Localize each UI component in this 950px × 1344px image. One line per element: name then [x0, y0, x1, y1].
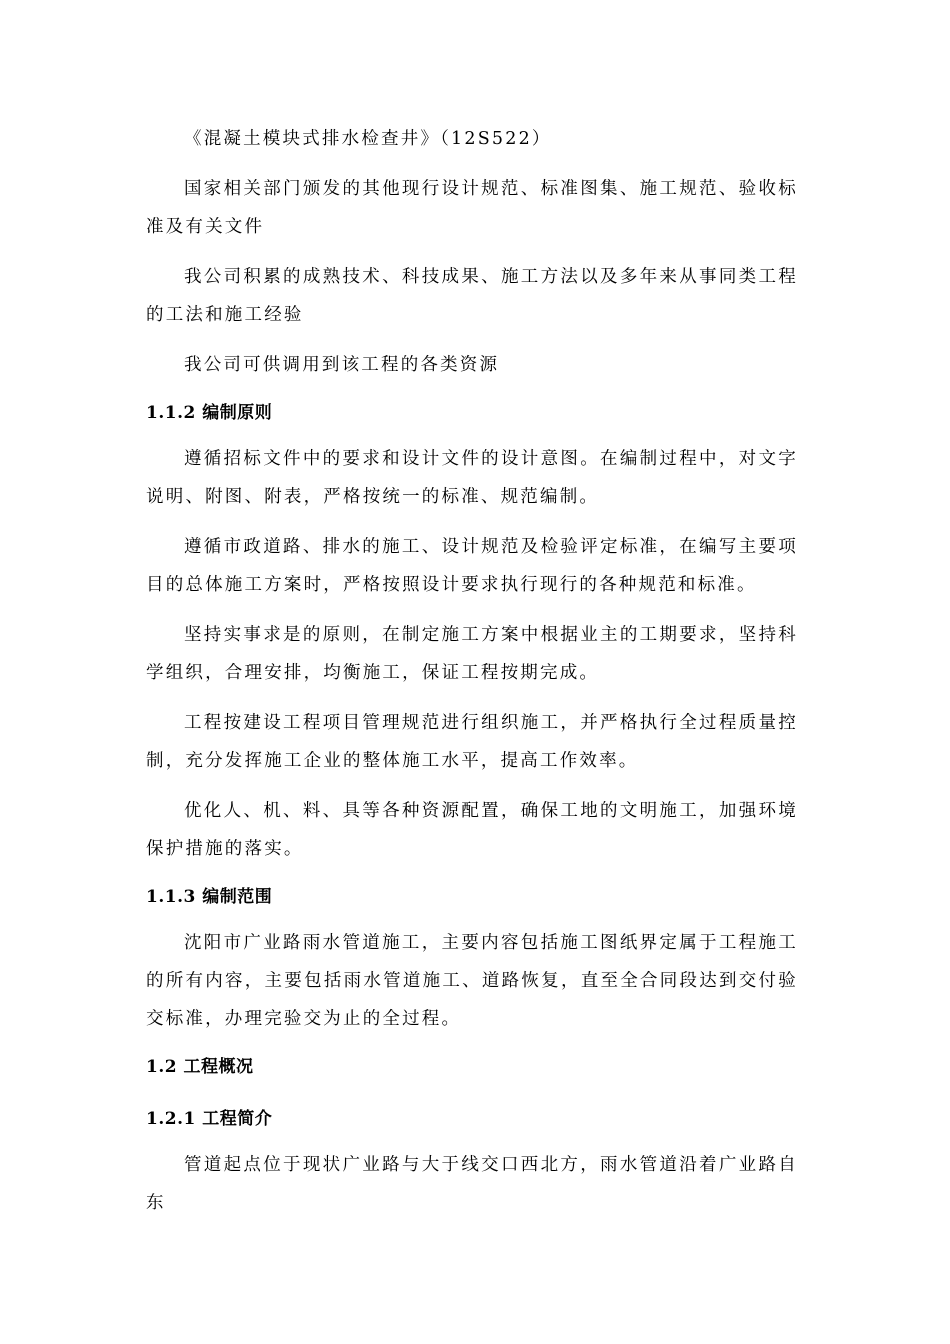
document-body [146, 120, 798, 1222]
section-heading-compilation-principles: 1.1.2 编制原则 [146, 403, 273, 423]
reference-national-codes: 国家相关部门颁发的其他现行设计规范、标准图集、施工规范、验收标准及有关文件 [146, 179, 798, 237]
principle-paragraph: 遵循招标文件中的要求和设计文件的设计意图。在编制过程中，对文字说明、附图、附表，严格按统一的标准、规范编制。 [146, 449, 798, 507]
introduction-paragraph: 管道起点位于现状广业路与大于线交口西北方，雨水管道沿着广业路自东 [146, 1155, 798, 1213]
section-heading-compilation-scope: 1.1.3 编制范围 [146, 887, 273, 907]
section-heading-project-introduction: 1.2.1 工程简介 [146, 1109, 273, 1129]
principle-paragraph: 遵循市政道路、排水的施工、设计规范及检验评定标准，在编写主要项目的总体施工方案时，严格按照设计要求执行现行的各种规范和标准。 [146, 537, 798, 595]
reference-company-resources: 我公司可供调用到该工程的各类资源 [184, 355, 500, 375]
reference-standard-12s522: 《混凝土模块式排水检查井》（12S522） [184, 129, 552, 149]
section-heading-project-overview: 1.2 工程概况 [146, 1057, 254, 1077]
principle-paragraph: 工程按建设工程项目管理规范进行组织施工，并严格执行全过程质量控制，充分发挥施工企业的整体施工水平，提高工作效率。 [146, 713, 798, 771]
principle-paragraph: 优化人、机、料、具等各种资源配置，确保工地的文明施工，加强环境保护措施的落实。 [146, 801, 798, 859]
principle-paragraph: 坚持实事求是的原则，在制定施工方案中根据业主的工期要求，坚持科学组织，合理安排，均衡施工，保证工程按期完成。 [146, 625, 798, 683]
reference-company-experience: 我公司积累的成熟技术、科技成果、施工方法以及多年来从事同类工程的工法和施工经验 [146, 267, 798, 325]
scope-paragraph: 沈阳市广业路雨水管道施工，主要内容包括施工图纸界定属于工程施工的所有内容，主要包括雨水管道施工、道路恢复，直至全合同段达到交付验交标准，办理完验交为止的全过程。 [146, 933, 798, 1029]
